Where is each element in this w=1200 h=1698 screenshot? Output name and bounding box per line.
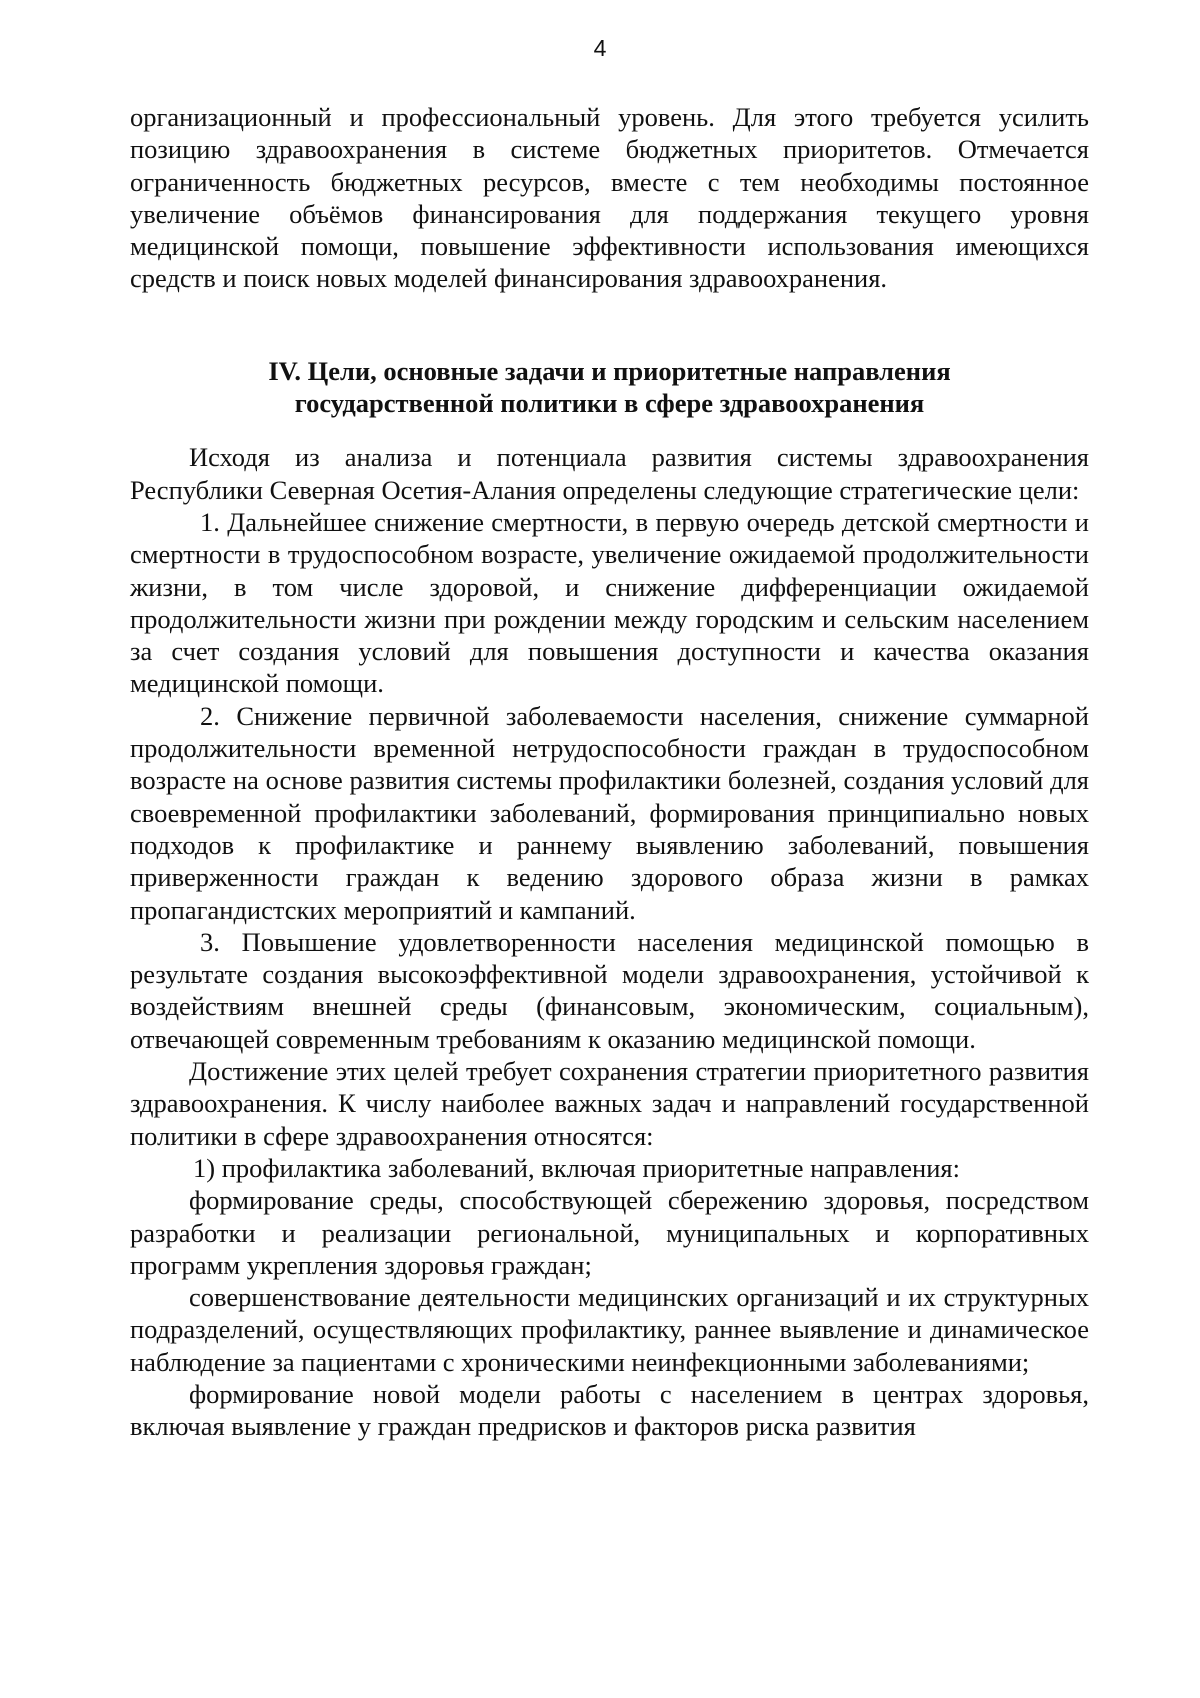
page-number: 4 bbox=[593, 35, 607, 61]
task-item-c: формирование новой модели работы с населением в центрах здоровья, включая выявление у граждан предрисков и факторов риска развития bbox=[130, 1378, 1089, 1442]
goal-3-paragraph: 3. Повышение удовлетворенности населения медицинской помощью в результате создания высокоэффективной модели здравоохранения, устойчивой к воздействиям внешней среды (финансовым, экономическим, социальным), отвечающей современным требованиям к оказанию медицинской помощи. bbox=[130, 926, 1089, 1054]
goal-2-paragraph: 2. Снижение первичной заболеваемости населения, снижение суммарной продолжительности временной нетрудоспособности граждан в трудоспособном возрасте на основе развития системы профилактики болезней, создания условий для своевременной профилактики заболеваний, формирования принципиально новых подходов к профилактике и раннему выявлению заболеваний, повышения приверженности граждан к ведению здорового образа жизни в рамках пропагандистских мероприятий и кампаний. bbox=[130, 700, 1089, 925]
document-body bbox=[130, 101, 1089, 1443]
goal-1-paragraph: 1. Дальнейшее снижение смертности, в первую очередь детской смертности и смертности в трудоспособном возрасте, увеличение ожидаемой продолжительности жизни, в том числе здоровой, и снижение дифференциации ожидаемой продолжительности жизни при рождении между городским и сельским населением за счет создания условий для повышения доступности и качества оказания медицинской помощи. bbox=[130, 506, 1089, 699]
intro-paragraph: организационный и профессиональный уровень. Для этого требуется усилить позицию здравоохранения в системе бюджетных приоритетов. Отмечается ограниченность бюджетных ресурсов, вместе с тем необходимы постоянное увеличение объёмов финансирования для поддержания текущего уровня медицинской помощи, повышение эффективности использования имеющихся средств и поиск новых моделей финансирования здравоохранения. bbox=[130, 102, 1089, 294]
achievement-paragraph: Достижение этих целей требует сохранения стратегии приоритетного развития здравоохранения. К числу наиболее важных задач и направлений государственной политики в сфере здравоохранения относятся: bbox=[130, 1056, 1089, 1151]
task-item-a: формирование среды, способствующей сбережению здоровья, посредством разработки и реализации региональной, муниципальных и корпоративных программ укрепления здоровья граждан; bbox=[130, 1185, 1089, 1280]
section-heading-line-1: IV. Цели, основные задачи и приоритетные направления bbox=[268, 355, 951, 386]
section-heading bbox=[130, 355, 1089, 420]
section-spacer bbox=[130, 295, 1089, 355]
section-heading-line-2: государственной политики в сфере здравоохранения bbox=[294, 388, 925, 419]
lead-paragraph: Исходя из анализа и потенциала развития системы здравоохранения Республики Северная Осетия-Алания определены следующие стратегические цели: bbox=[130, 442, 1089, 505]
task-item-b: совершенствование деятельности медицинских организаций и их структурных подразделений, осуществляющих профилактику, раннее выявление и динамическое наблюдение за пациентами с хроническими неинфекционными заболеваниями; bbox=[130, 1282, 1089, 1377]
task-1-paragraph: 1) профилактика заболеваний, включая приоритетные направления: bbox=[193, 1152, 960, 1183]
